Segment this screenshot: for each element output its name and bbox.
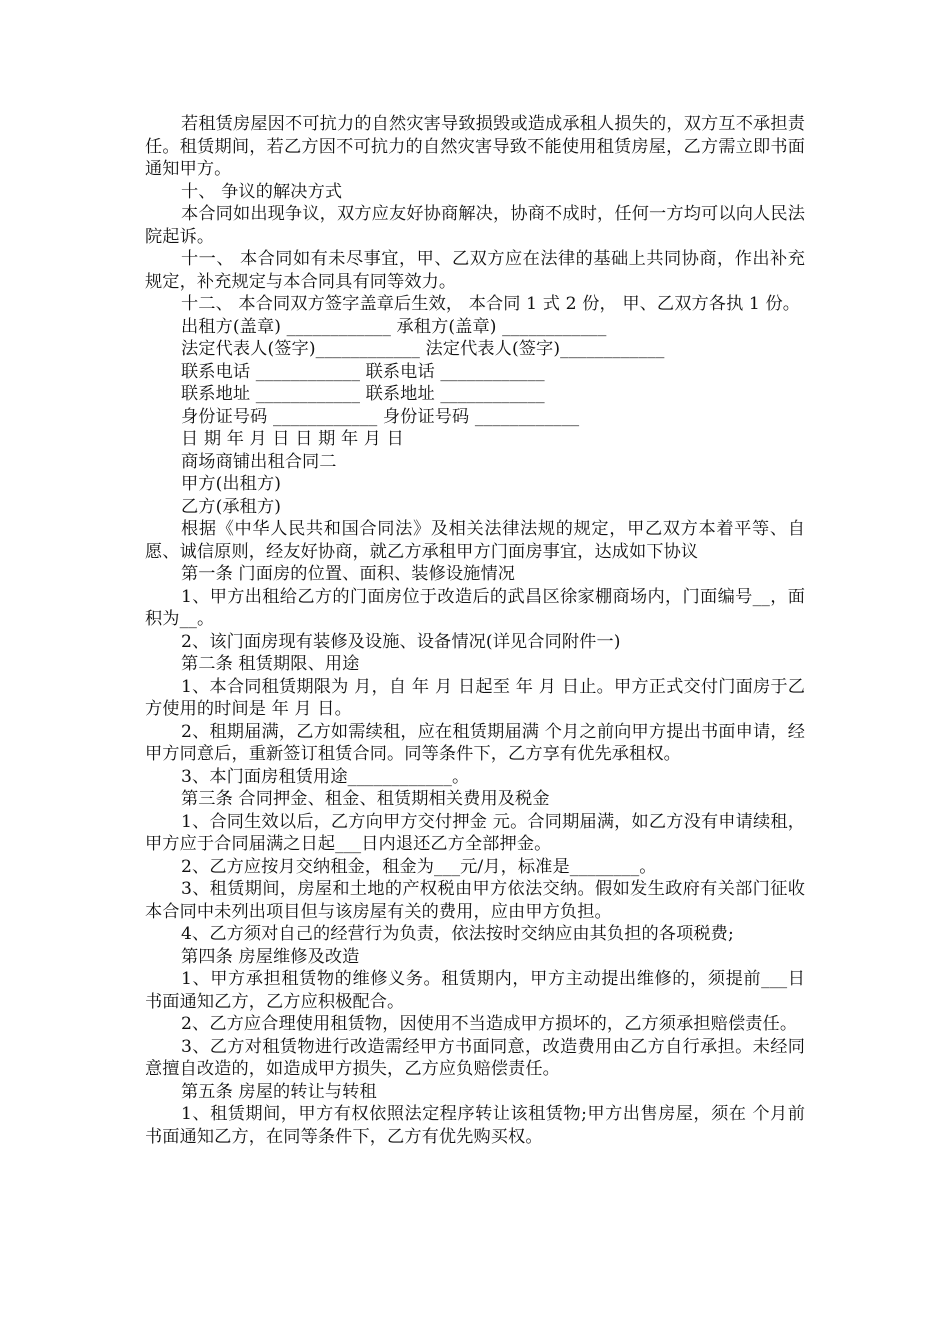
paragraph-clause-12: 十二、 本合同双方签字盖章后生效， 本合同 1 式 2 份， 甲、乙双方各执 1 份。 [181, 294, 801, 314]
article-3-item-4: 4、乙方须对自己的经营行为负责，依法按时交纳应由其负担的各项税费; [181, 924, 734, 944]
article-2-heading: 第二条 租赁期限、用途 [181, 654, 360, 674]
signature-line-phone: 联系电话 ____________ 联系电话 ____________ [181, 361, 545, 382]
signature-line-address: 联系地址 ____________ 联系地址 ____________ [181, 384, 545, 404]
article-4-heading: 第四条 房屋维修及改造 [181, 946, 360, 967]
contract-body [145, 113, 805, 1148]
article-5-heading: 第五条 房屋的转让与转租 [181, 1081, 377, 1102]
article-3-item-2: 2、乙方应按月交纳租金，租金为___元/月，标准是________。 [181, 856, 657, 877]
paragraph-preamble: 根据《中华人民共和国合同法》及相关法律法规的规定，甲乙双方本着平等、自愿、诚信原则，经友好协商，就乙方承租甲方门面房事宜，达成如下协议 [145, 519, 805, 562]
signature-line-representative: 法定代表人(签字)____________ 法定代表人(签字)____________ [181, 339, 665, 359]
article-1-item-2: 2、该门面房现有装修及设施、设备情况(详见合同附件一) [181, 631, 621, 652]
article-3-item-1: 1、合同生效以后，乙方向甲方交付押金 元。合同期届满，如乙方没有申请续租，甲方应于合同届满之日起___日内退还乙方全部押金。 [145, 811, 805, 854]
article-3-item-3: 3、租赁期间，房屋和土地的产权税由甲方依法交纳。假如发生政府有关部门征收本合同中未列出项目但与该房屋有关的费用，应由甲方负担。 [145, 879, 805, 922]
paragraph-force-majeure: 若租赁房屋因不可抗力的自然灾害导致损毁或造成承租人损失的，双方互不承担责任。租赁期间，若乙方因不可抗力的自然灾害导致不能使用租赁房屋，乙方需立即书面通知甲方。 [145, 114, 805, 179]
article-4-item-1: 1、甲方承担租赁物的维修义务。租赁期内，甲方主动提出维修的，须提前___日书面通知乙方，乙方应积极配合。 [145, 969, 805, 1012]
signature-line-seal: 出租方(盖章) ____________ 承租方(盖章) ____________ [181, 316, 607, 337]
heading-dispute-resolution: 十、 争议的解决方式 [181, 181, 343, 202]
paragraph-dispute: 本合同如出现争议，双方应友好协商解决，协商不成时，任何一方均可以向人民法院起诉。 [145, 204, 805, 247]
article-2-item-1: 1、本合同租赁期限为 月，自 年 月 日起至 年 月 日止。甲方正式交付门面房于乙方使用的时间是 年 月 日。 [145, 676, 805, 719]
article-1-item-1: 1、甲方出租给乙方的门面房位于改造后的武昌区徐家棚商场内，门面编号__，面积为__。 [145, 586, 805, 629]
article-5-item-1: 1、租赁期间，甲方有权依照法定程序转让该租赁物;甲方出售房屋，须在 个月前书面通知乙方，在同等条件下，乙方有优先购买权。 [145, 1104, 805, 1147]
article-2-item-3: 3、本门面房租赁用途____________。 [181, 766, 470, 787]
signature-line-date: 日 期 年 月 日 日 期 年 月 日 [181, 429, 404, 449]
article-3-heading: 第三条 合同押金、租金、租赁期相关费用及税金 [181, 789, 550, 809]
signature-line-id-number: 身份证号码 ____________ 身份证号码 ____________ [181, 406, 580, 427]
article-4-item-2: 2、乙方应合理使用租赁物，因使用不当造成甲方损坏的，乙方须承担赔偿责任。 [181, 1014, 798, 1034]
article-2-item-2: 2、租期届满，乙方如需续租，应在租赁期届满 个月之前向甲方提出书面申请，经甲方同意后，重新签订租赁合同。同等条件下，乙方享有优先承租权。 [145, 721, 805, 764]
article-4-item-3: 3、乙方对租赁物进行改造需经甲方书面同意，改造费用由乙方自行承担。未经同意擅自改造的，如造成甲方损失，乙方应负赔偿责任。 [145, 1036, 805, 1079]
contract-two-title: 商场商铺出租合同二 [181, 451, 337, 472]
party-a-label: 甲方(出租方) [181, 474, 282, 494]
paragraph-clause-11: 十一、 本合同如有未尽事宜，甲、乙双方应在法律的基础上共同协商，作出补充规定，补充规定与本合同具有同等效力。 [145, 249, 805, 292]
party-b-label: 乙方(承租方) [181, 496, 282, 517]
article-1-heading: 第一条 门面房的位置、面积、装修设施情况 [181, 564, 516, 584]
